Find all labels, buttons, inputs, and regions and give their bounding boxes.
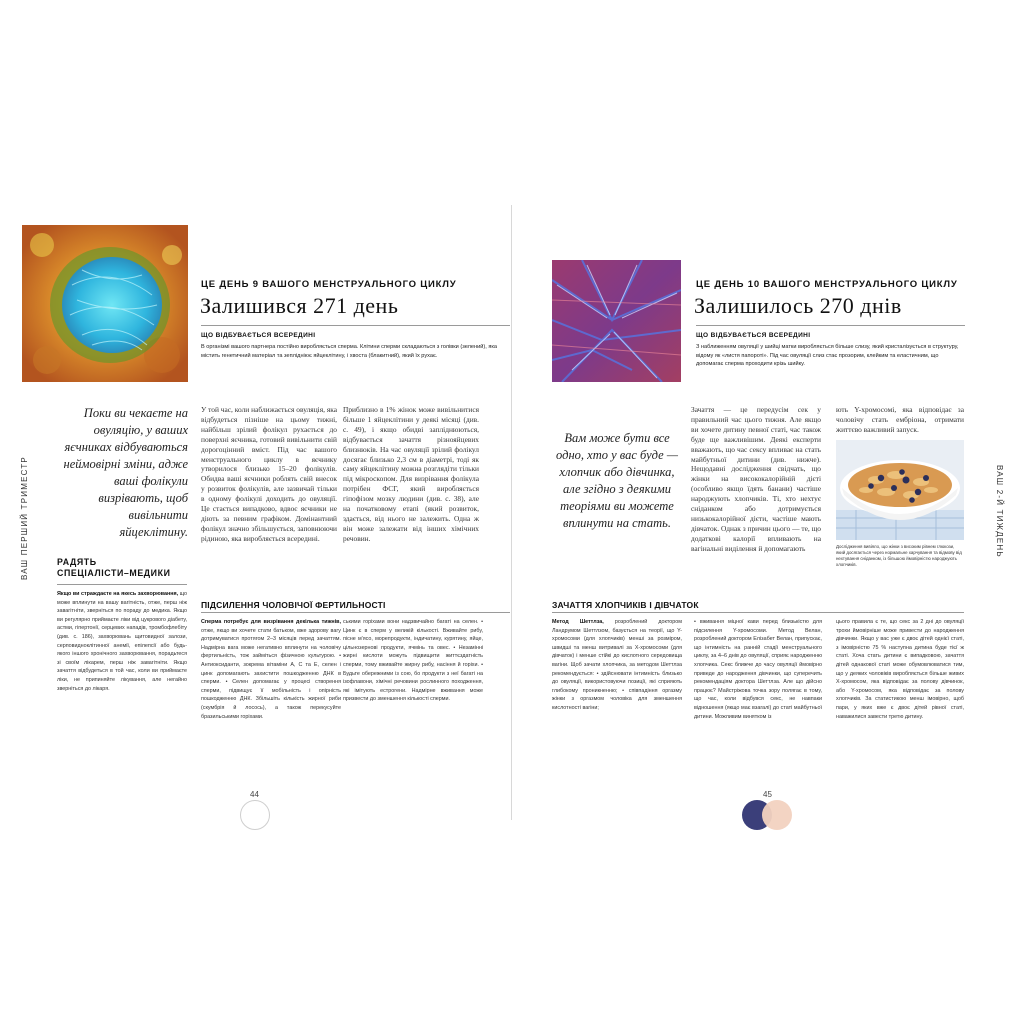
day-label-suffix-right: ВАШОГО МЕНСТРУАЛЬНОГО ЦИКЛУ	[759, 279, 958, 290]
fern-crystal-image	[552, 260, 681, 382]
conception-section-title: ЗАЧАТТЯ ХЛОПЧИКІВ І ДІВЧАТОК	[552, 600, 699, 610]
conception-rule	[552, 612, 964, 613]
spread-gutter	[511, 205, 512, 820]
fertility-rule	[201, 612, 510, 613]
fertility-body-1: отже, якщо ви хочете стати батьком, вже здорову вагу дотримуватися протягом 2–3 місяців перед зачаттям. Надмірна вага може негативно вплинути на чоловічу фертильність, тож займіться фізичною культурою. • Антиоксиданти, зокрема вітаміни A, C та E, селен і цинк допомагають захистити пошкодженню ДНК в сперми. • Селен допомагає у процесі створення сперми, підвищує її мобільність і опірність пошкодженню ДНК. Збільшіть кількість жирної риби (скумбрія й лосось), а також перекусуйте бразильськими горіхами.	[201, 627, 341, 720]
day-label-right	[696, 279, 958, 290]
tips-heading-line2: СПЕЦІАЛІСТИ–МЕДИКИ	[57, 568, 171, 578]
day-label-prefix-right: ЦЕ ДЕНЬ	[696, 279, 748, 290]
lead-paragraph-right: З наближенням овуляції у шийці матки виробляється більше слизу, який кристалізується в структуру, відому як «листя папороті». Під час овуляції слиз стає прозорим, клейким та еластичним, що допомагає сперма проходити крізь шийку.	[696, 344, 959, 368]
section-subhead: ЩО ВІДБУВАЄТЬСЯ ВСЕРЕДИНІ	[201, 332, 316, 339]
tips-text	[57, 590, 187, 750]
image-caption: Дослідження вивіяло, що жінки з високим рівнем глюкози, який досягається через нормальне харчування та відмову від нехтування сніданком, із більшою ймовірністю народжують хлопчиків.	[836, 544, 962, 567]
tips-rule	[57, 584, 187, 585]
title-rule-right	[696, 325, 965, 326]
conception-column-3: цього правила є те, що секс за 2 дні до овуляції трохи ймовірніше може привести до народження дівчинки. Якщо у вас уже є двоє дітей однієї статі, з імовірністю 75 % наступна дитина буде тієї ж статі. Хоча стать дитини є випадковою, зачаття дітей однакової статі може обумовлюватися тим, що у деяких чоловіків виробляється більше живих X-хромосом, яка відповідає за полову дівчинок, або Y-хромосом, яка відповідає за полову хлопчиків. За статистикою менш імовірно, щоб пари, у яких вже є двоє дітей рівної статі, наважилися завести третю дитину.	[836, 619, 964, 720]
title-rule	[201, 325, 510, 326]
page-number-right: 45	[763, 790, 772, 799]
section-subhead-right: ЩО ВІДБУВАЄТЬСЯ ВСЕРЕДИНІ	[696, 332, 811, 339]
day-number: 9	[252, 279, 259, 290]
day-label	[201, 279, 456, 290]
fertility-section-title: ПІДСИЛЕННЯ ЧОЛОВІЧОЇ ФЕРТИЛЬНОСТІ	[201, 600, 386, 610]
tips-heading	[57, 557, 187, 579]
body-column-1-right: Зачаття — це передусім сек у правильний час цього тижня. Але якщо ви хочете дитину певної статі, час також буде ще важливішим. Деякі експерти вважають, що час сексу впливає на стать майбутньої дитини (див. нижче). Нещодавні дослідження свідчать, що жінки на висококалорійній дієті (особливо якщо їдять банани) частіше народжують хлопчиків. Ті, хто нехтує сніданком або дотримується низькокалорійної дієти, частіше мають дівчаток. Однак з причин цього — те, що додаткові калорії впливають на вагінальні виділення й допомагають	[691, 405, 821, 553]
conception-column-2: • вживання міцної кави перед близькістю для підсилення Y-хромосоми. Метод Велан, розроблений доктором Елізабет Велан, припускає, що інтимність на ранній стадії менструального циклу, за 4–6 днів до овуляції, сприяє народженню хлопчика. Секс ближче до часу овуляції ймовірно приведе до народження дівчинки, що суперечить рекомендаціям доктора Шеттлза. Але що дійсно працює? Майстріжова точка зору полягає в тому, що час, коли відбувся секс, не навпаки відношення (якщо має взагалі) до статі майбутньої дитини. Можливим винятком із	[694, 619, 822, 720]
fertility-bold: Сперма потребує для визрівання декілька тижнів,	[201, 619, 341, 625]
body-column-2-right: ють Y-хромосомі, яка відповідає за чоловічу стать ембріона, отримати життєво важливий запуск.	[836, 405, 964, 434]
body-column-1: У той час, коли наближається овуляція, яка відбудеться пізніше на цьому тижні, найбільш зрілий фолікул рухається до поверхні яєчника, готовий вивільнити свій дорогоцінний вміст. Під час вашого менструального циклу в яєчнику утворилося близько 15–20 фолікулів. Обидва ваші яєчники роблять свій внесок у розвиток фолікулів, але зазвичай тільки в одному фолікулі доходить до овуляції. Це стається випадково, вдвоє яєчники не діють за певним графіком. Домінантний фолікул значно збільшується, заповнюючи рідиною, яка виробляється всередині.	[201, 405, 337, 543]
tips-heading-line1: РАДЯТЬ	[57, 557, 97, 567]
tips-body: що може вплинути на вашу вагітність, отже, перш ніж завагітніти, зверніться по пораду до медика. Якщо ви регулярно приймаєте ліки від цукрового діабету, астми, гіпертонії, серцевих нападів, тромбофлебіту (див. с. 186), захворювань щитовидної залози, серповидноклітинної анемії, епілепсії або будь-якого іншого хронічного захворювання, порадьтеся зі своїм лікарем, перш ніж завагітніти. Якщо зачаття відбудеться в той час, коли ви приймаєте ліки, не припиняйте лікування, але негайно зверніться до лікаря.	[57, 591, 187, 692]
fertility-column-1	[201, 618, 341, 778]
conception-bold: Метод Шеттлза,	[552, 619, 604, 625]
day-number-right: 10	[747, 279, 760, 290]
conception-body-1: розроблений доктором Ландрумом Шеттлзом, базується на теорії, що Y-хромосоми (для хлопчиків) менші за розміром, швидші та менш витривалі за X-хромосоми (для дівчаток) і менше стійкі до кислотного середовища вагіни. Щоб зачати хлопчика, за методом Шеттлза рекомендується: • здійснювати інтимність близько до овуляції, використовуючи позиції, які сприяють глибокому проникненню; • співпадіння оргазму жінки з оргазмом чоловіка для зменшення кислотності вагіни;	[552, 619, 682, 711]
day-label-prefix: ЦЕ ДЕНЬ	[201, 279, 253, 290]
page-circle-peach	[762, 800, 792, 830]
page-title-right: Залишилось 270 днів	[694, 293, 902, 318]
page-number-left: 44	[250, 790, 259, 799]
lead-paragraph: В організмі вашого партнера постійно виробляється сперма. Клітини сперми складаються з голівки (зелений), яка містить генетичний матеріал та зеплідніює яйцеклітину, і хвоста (блакитний), який їх рухає.	[201, 344, 498, 359]
page-circle-left	[240, 800, 270, 830]
conception-column-1	[552, 618, 682, 778]
right-side-label: ВАШ 2-Й ТИЖДЕНЬ	[995, 465, 1004, 558]
day-label-suffix: ВАШОГО МЕНСТРУАЛЬНОГО ЦИКЛУ	[258, 279, 457, 290]
body-column-2: Приблизно в 1% жінок може вивільнитися більше 1 яйцеклітини у деякі місяці (див. с. 49), і якщо обидві запліднюються, відбувається зачаття різнояйцевих близнюків. На час овуляції зрілий фолікул досягає близько 2,3 см в діаметрі, тоді як саму яйцеклітину можна розглядіти тільки під мікроскопом. Для визрівання фолікула потрібен ФСГ, який виробляється гіпофізом мозку людини (див. с. 38), але на початковому етапі (який розвиток, здається, від нього не залежить. Одна ж він може залежати від інших хімічних речовин.	[343, 405, 479, 543]
cereal-bowl-image	[836, 440, 964, 540]
left-side-label: ВАШ ПЕРШИЙ ТРИМЕСТР	[20, 456, 29, 580]
pull-quote-right: Вам може бути все одно, хто у вас буде — хлопчик або дівчинка, але згідно з деякими теоріями ви можете вплинути на стать.	[556, 431, 678, 530]
page-title: Залишився 271 день	[200, 293, 399, 318]
tips-bold: Якщо ви страждаєте на якесь захворювання,	[57, 591, 179, 597]
fertility-column-2: ськими горіхами вони надзвичайно багаті на селен. • Цинк є в сперм у великій кількості. Вживайте рибу, пісне м'ясо, морепродукти, індичатину, курятину, яйце, цільнозернові продукти, ячмінь та овес. • Незамінні жирні кислоти можуть підвищити життєздатність сперми, тому вживайте жирну рибу, насіння й горіхи. • Будьте обережними із сою, бо продукти з неї багаті на ізофлавони, хімічні речовини рослинного походження, які імітують естрогени. Надмірне вживання може призвести до зменшення кількості сперми.	[343, 619, 483, 703]
pull-quote: Поки ви чекаєте на овуляцію, у ваших яєчниках відбуваються неймовірні зміни, адже ваші фолікули визрівають, щоб вивільнити яйцеклітину.	[63, 406, 188, 539]
sperm-micrograph-image	[22, 225, 188, 382]
